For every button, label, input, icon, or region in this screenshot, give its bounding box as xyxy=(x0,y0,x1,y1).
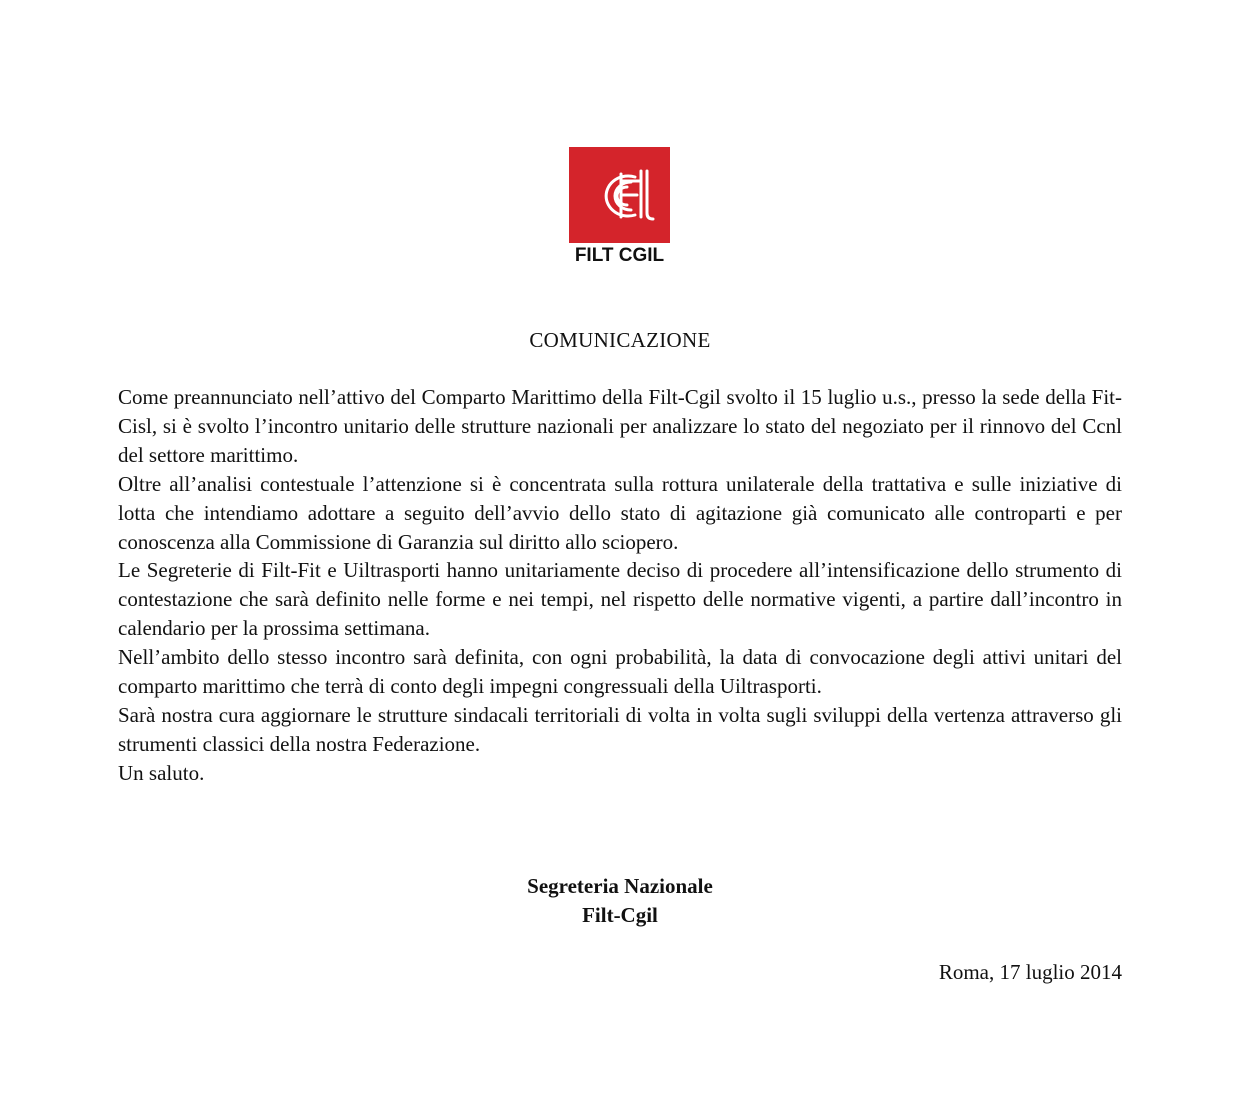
logo-text: FILT CGIL xyxy=(574,245,665,266)
paragraph-3: Le Segreterie di Filt-Fit e Uiltrasporti hanno unitariamente deciso di procedere all’intensificazione dello strumento di contestazione che sarà definito nelle forme e nei tempi, nel rispetto delle normative vigenti, a partire dall’incontro in calendario per la prossima settimana. xyxy=(118,558,1122,641)
document-title: COMUNICAZIONE xyxy=(529,328,711,352)
document-date: Roma, 17 luglio 2014 xyxy=(938,960,1122,984)
closing-greeting: Un saluto. xyxy=(118,760,205,785)
signature-line-2: Filt-Cgil xyxy=(582,903,658,927)
signature-line-1: Segreteria Nazionale xyxy=(527,874,713,898)
signature-block xyxy=(0,872,1240,930)
filt-logo-mark xyxy=(569,147,670,243)
paragraph-2: Oltre all’analisi contestuale l’attenzione si è concentrata sulla rottura unilaterale della trattativa e sulle iniziative di lotta che intendiamo adottare a seguito dell’avvio dello stato di agitazione già comunicato alle controparti e per conoscenza alla Commissione di Garanzia sul diritto allo sciopero. xyxy=(118,471,1122,554)
filt-emblem-icon xyxy=(569,147,670,243)
paragraph-4: Nell’ambito dello stesso incontro sarà definita, con ogni probabilità, la data di convocazione degli attivi unitari del comparto marittimo che terrà di conto degli impegni congressuali della Uiltrasporti. xyxy=(118,645,1122,699)
paragraph-1: Come preannunciato nell’attivo del Comparto Marittimo della Filt-Cgil svolto il 15 luglio u.s., presso la sede della Fit-Cisl, si è svolto l’incontro unitario delle strutture nazionali per analizzare lo stato del negoziato per il rinnovo del Ccnl del settore marittimo. xyxy=(118,385,1122,467)
filt-cgil-logo xyxy=(569,147,670,269)
document-body xyxy=(118,383,1122,788)
paragraph-5: Sarà nostra cura aggiornare le strutture sindacali territoriali di volta in volta sugli sviluppi della vertenza attraverso gli strumenti classici della nostra Federazione. xyxy=(118,702,1122,756)
